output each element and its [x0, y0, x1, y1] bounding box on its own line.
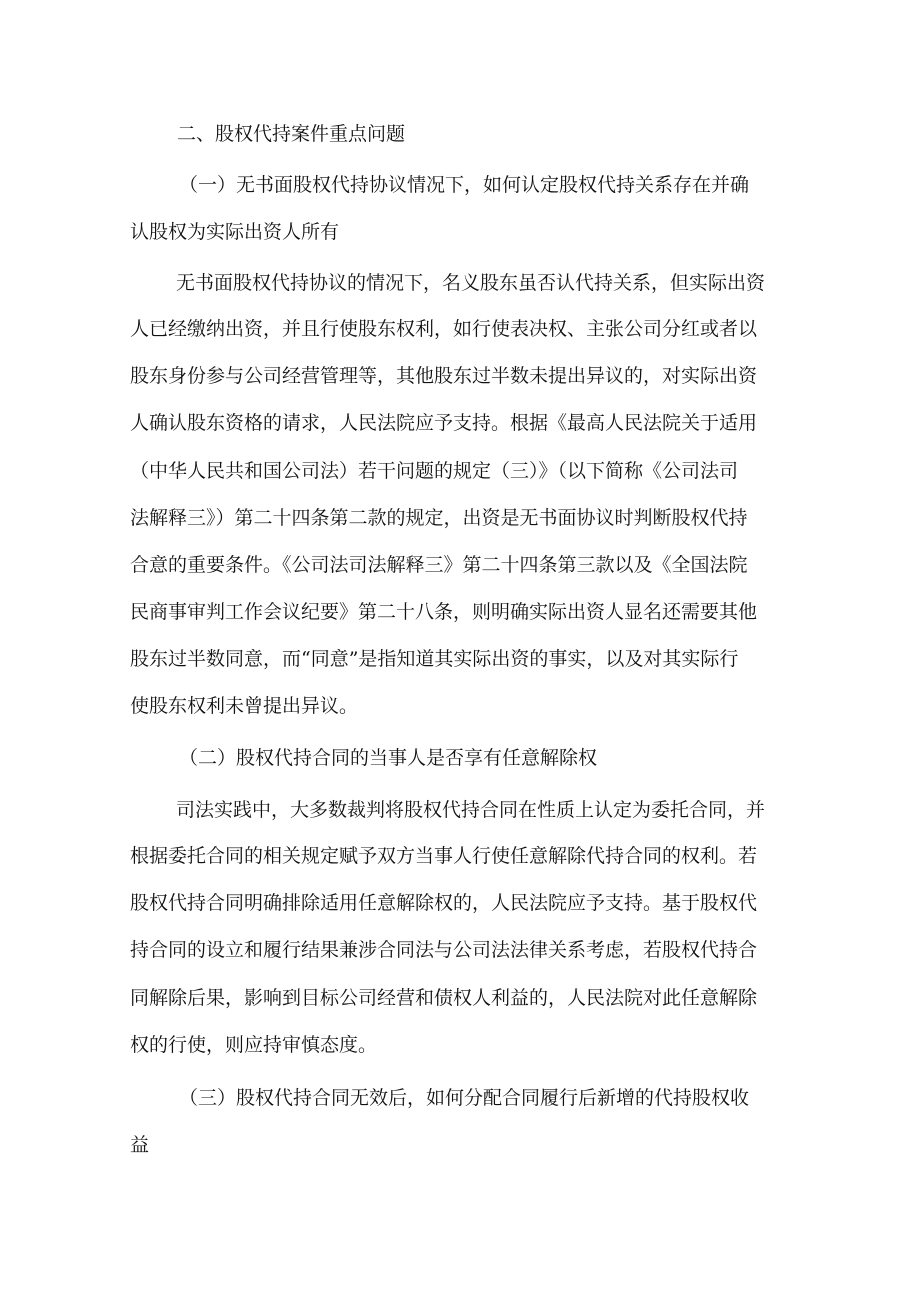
subsection-1-body-line: 使股东权利未曾提出异议。 — [130, 695, 359, 717]
subsection-2-heading: （二）股权代持合同的当事人是否享有任意解除权 — [179, 747, 598, 769]
subsection-2-body-line: 同解除后果，影响到目标公司经营和债权人利益的，人民法院对此任意解除 — [130, 987, 758, 1009]
subsection-1-body-line: （中华人民共和国公司法）若干问题的规定（三）》（以下简称《公司法司 — [130, 460, 739, 482]
subsection-2-body-line: 持合同的设立和履行结果兼涉合同法与公司法法律关系考虑，若股权代持合 — [130, 939, 758, 961]
subsection-1-body-line: 股东身份参与公司经营管理等，其他股东过半数未提出异议的，对实际出资 — [130, 365, 758, 387]
subsection-2-body-line: 股权代持合同明确排除适用任意解除权的，人民法院应予支持。基于股权代 — [130, 892, 758, 914]
subsection-1-body-line: 法解释三》）第二十四条第二款的规定，出资是无书面协议时判断股权代持 — [130, 507, 748, 529]
subsection-1-heading-line-2: 认股权为实际出资人所有 — [130, 221, 340, 243]
subsection-2-body-line: 权的行使，则应持审慎态度。 — [130, 1034, 378, 1056]
subsection-1-body-line: 股东过半数同意，而“同意”是指知道其实际出资的事实，以及对其实际行 — [130, 648, 739, 670]
subsection-1-body-line: 无书面股权代持协议的情况下，名义股东虽否认代持关系，但实际出资 — [176, 272, 766, 294]
subsection-2-body-line: 司法实践中，大多数裁判将股权代持合同在性质上认定为委托合同，并 — [176, 799, 766, 821]
section-title: 二、股权代持案件重点问题 — [177, 123, 406, 145]
subsection-3-heading-line-2: 益 — [130, 1134, 150, 1156]
subsection-1-heading-line-1: （一）无书面股权代持协议情况下，如何认定股权代持关系存在并确 — [179, 174, 750, 196]
subsection-1-body-line: 人已经缴纳出资，并且行使股东权利，如行使表决权、主张公司分红或者以 — [130, 318, 758, 340]
subsection-1-body-line: 合意的重要条件。《公司法司法解释三》第二十四条第三款以及《全国法院 — [130, 554, 748, 576]
subsection-1-body-line: 民商事审判工作会议纪要》第二十八条，则明确实际出资人显名还需要其他 — [130, 601, 758, 623]
subsection-1-body-line: 人确认股东资格的请求，人民法院应予支持。根据《最高人民法院关于适用 — [130, 412, 758, 434]
subsection-3-heading-line-1: （三）股权代持合同无效后，如何分配合同履行后新增的代持股权收 — [179, 1087, 750, 1109]
subsection-2-body-line: 根据委托合同的相关规定赋予双方当事人行使任意解除代持合同的权利。若 — [130, 845, 758, 867]
